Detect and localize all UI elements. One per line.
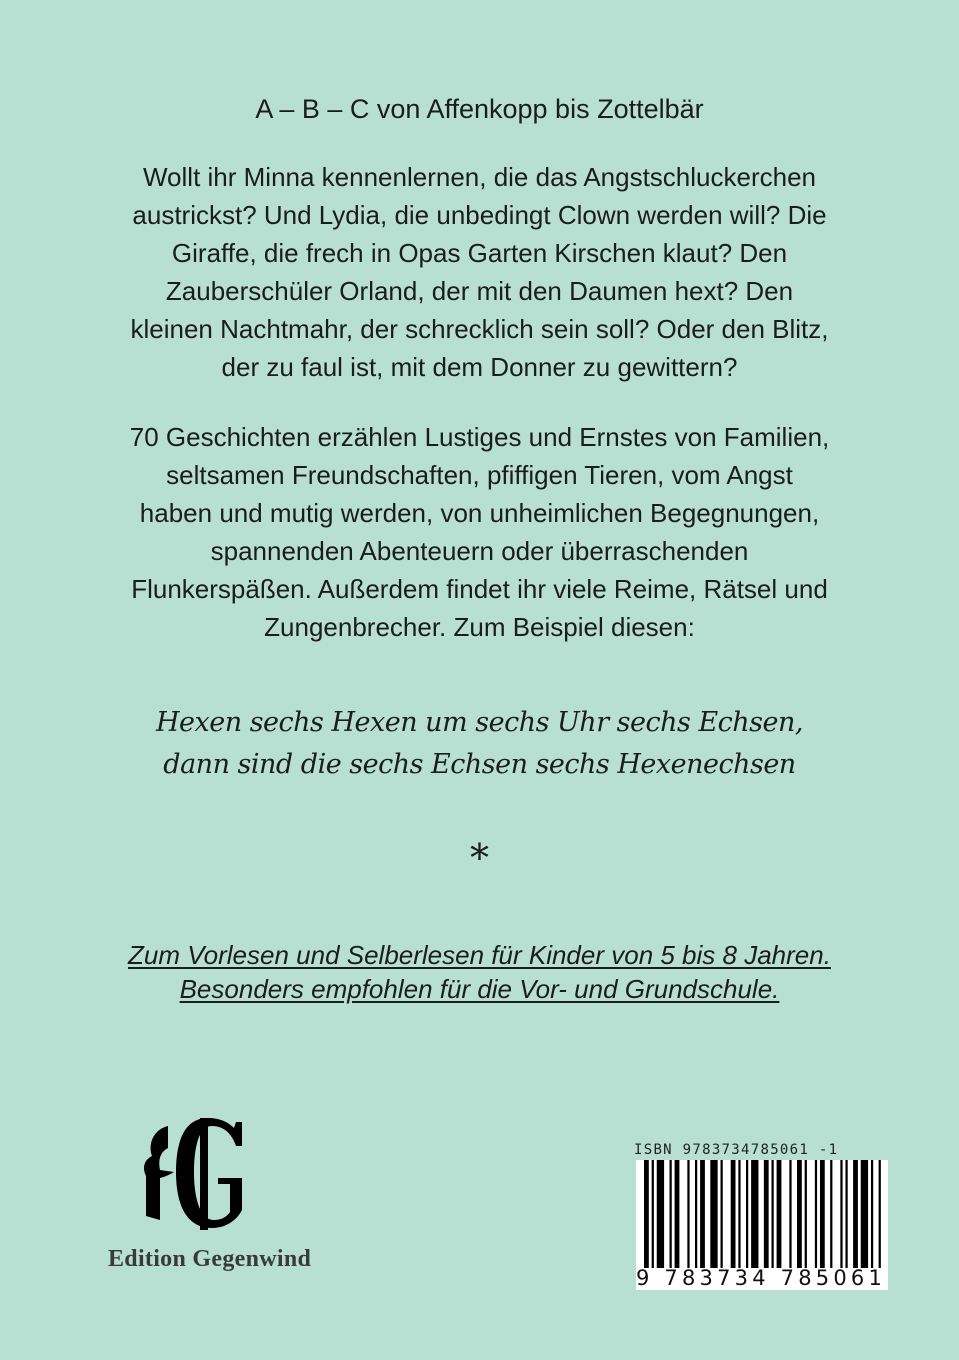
- barcode-bar: [845, 1160, 847, 1268]
- barcode-bar: [853, 1160, 858, 1268]
- barcode-bar: [815, 1160, 817, 1268]
- text-line: der zu faul ist, mit dem Donner zu gewittern?: [221, 352, 738, 382]
- barcode-bar: [746, 1160, 748, 1268]
- text-line: Giraffe, die frech in Opas Garten Kirschen klaut? Den: [171, 238, 788, 268]
- text-line: austrickst? Und Lydia, die unbedingt Clown werden will? Die: [132, 200, 827, 230]
- barcode-bar: [644, 1160, 649, 1268]
- barcode-bar: [687, 1160, 689, 1268]
- verse-line: Hexen sechs Hexen um sechs Uhr sechs Echsen,: [156, 707, 803, 738]
- barcode-bar: [777, 1160, 782, 1268]
- text-line: spannenden Abenteuern oder überraschenden: [210, 536, 749, 566]
- barcode-bar: [695, 1160, 697, 1268]
- age-recommendation: [0, 938, 959, 1006]
- barcode-bar: [675, 1160, 680, 1268]
- blurb-paragraph-2: [0, 418, 959, 646]
- barcode-bar: [657, 1160, 664, 1268]
- barcode-bar: [840, 1160, 842, 1268]
- barcode-bar: [700, 1160, 705, 1268]
- text-line: 70 Geschichten erzählen Lustiges und Ernstes von Familien,: [129, 422, 830, 452]
- text-line: haben und mutig werden, von unheimlichen Begegnungen,: [139, 498, 820, 528]
- barcode-bar: [830, 1160, 832, 1268]
- text-line: kleinen Nachtmahr, der schrecklich sein soll? Oder den Blitz,: [130, 314, 829, 344]
- barcode-bar: [738, 1160, 740, 1268]
- barcode-digits: 9 783734 785061: [636, 1266, 887, 1290]
- notice-line: Zum Vorlesen und Selberlesen für Kinder von 5 bis 8 Jahren.: [128, 940, 831, 970]
- notice-line: Besonders empfohlen für die Vor- und Grundschule.: [179, 974, 780, 1004]
- text-line: seltsamen Freundschaften, pfiffigen Tieren, vom Angst: [166, 460, 793, 490]
- barcode-bar: [805, 1160, 807, 1268]
- barcode-bar: [797, 1160, 802, 1268]
- barcode-bars: [636, 1160, 888, 1268]
- barcode-bar: [751, 1160, 758, 1268]
- isbn-label: ISBN 9783734785061 -1: [634, 1142, 839, 1158]
- text-line: Wollt ihr Minna kennenlernen, die das Angstschluckerchen: [142, 162, 817, 192]
- barcode-bar: [652, 1160, 654, 1268]
- barcode-bar: [731, 1160, 736, 1268]
- barcode-bar: [772, 1160, 774, 1268]
- publisher-logo-mark: [138, 1112, 258, 1232]
- blurb-paragraph-1: [0, 158, 959, 386]
- text-line: Zauberschüler Orland, der mit den Daumen hext? Den: [165, 276, 794, 306]
- text-line: Flunkerspäßen. Außerdem findet ihr viele Reime, Rätsel und: [131, 574, 828, 604]
- text-line: Zungenbrecher. Zum Beispiel diesen:: [264, 612, 695, 642]
- publisher-logo: [138, 1112, 258, 1232]
- tongue-twister-verse: [0, 702, 959, 786]
- barcode-bar: [710, 1160, 717, 1268]
- barcode-bar: [879, 1160, 881, 1268]
- publisher-name: Edition Gegenwind: [108, 1246, 312, 1272]
- barcode-bar: [871, 1160, 873, 1268]
- barcode-bar: [670, 1160, 672, 1268]
- barcode-bar: [764, 1160, 769, 1268]
- separator-asterisk: *: [470, 836, 489, 880]
- barcode-bar: [820, 1160, 825, 1268]
- verse-line: dann sind die sechs Echsen sechs Hexenechsen: [163, 749, 796, 780]
- blurb-title: A – B – C von Affenkopp bis Zottelbär: [255, 94, 704, 124]
- barcode-bar: [789, 1160, 791, 1268]
- barcode-bar: [861, 1160, 868, 1268]
- barcode-bar: [721, 1160, 723, 1268]
